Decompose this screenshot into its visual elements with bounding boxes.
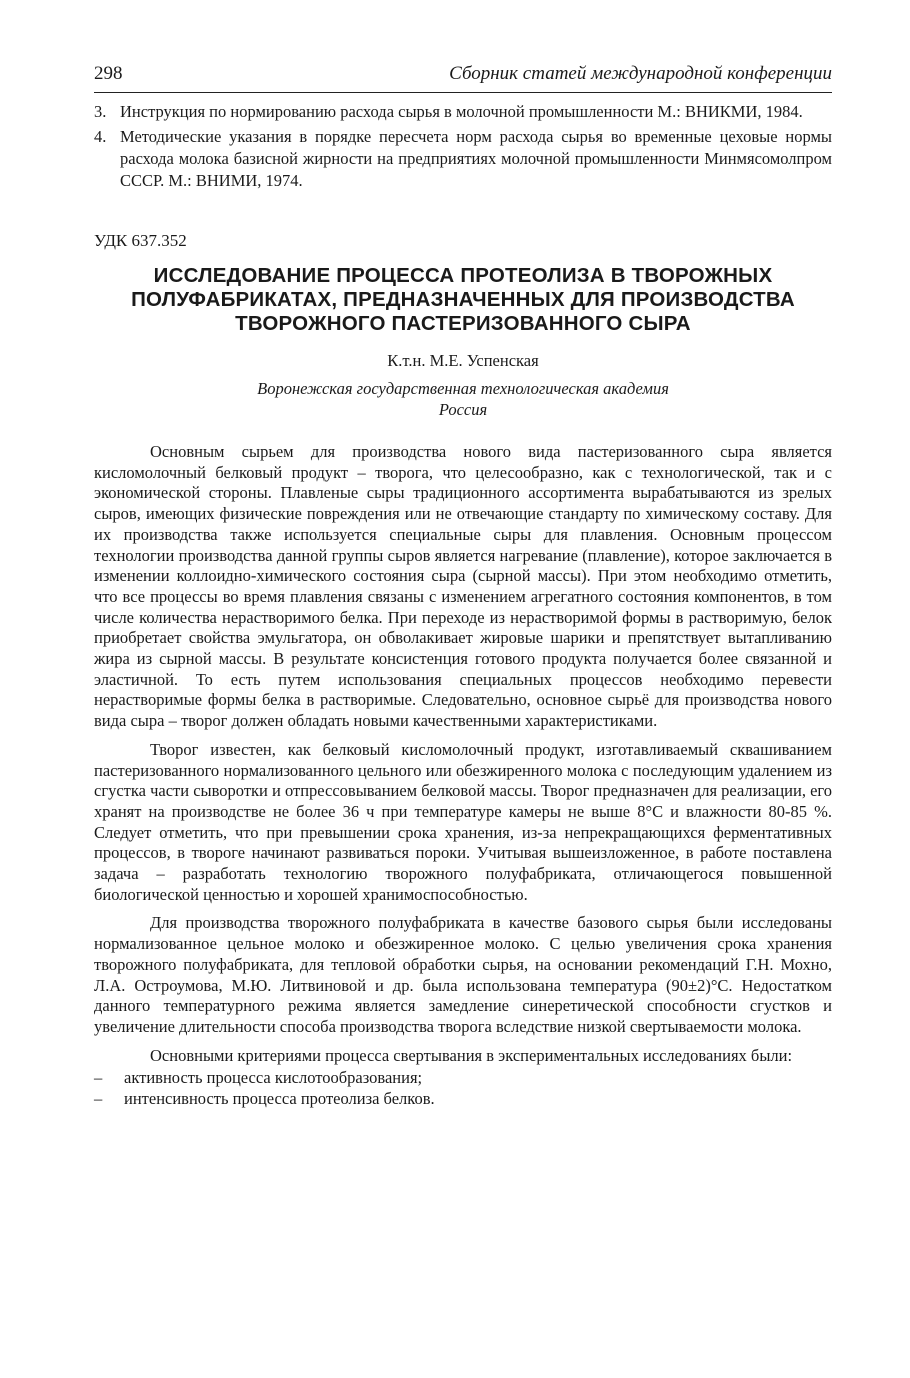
- list-item-text: интенсивность процесса протеолиза белков.: [124, 1089, 435, 1109]
- reference-item: [94, 101, 832, 123]
- reference-item: [94, 126, 832, 192]
- list-item: [94, 1089, 832, 1110]
- affiliation-block: [94, 378, 832, 420]
- reference-number: 4.: [94, 127, 107, 146]
- udk-code: УДК 637.352: [94, 231, 187, 250]
- body-paragraph: Творог известен, как белковый кисломолочный продукт, изготавливаемый сквашиванием пастеризованного нормализованного цельного или обезжиренного молока с последующим удалением из сгустка части сыворотки и отпрессовыванием белковой массы. Творог предназначен для реализации, его хранят на производстве не более 36 ч при температуре камеры не выше 8°С и влажности 80-85 %. Следует отметить, что при превышении срока хранения, из-за непрекращающихся ферментативных процессов, в твороге начинают развиваться пороки. Учитывая вышеизложенное, в работе поставлена задача – разработать технологию творожного полуфабриката, отличающегося повышенной биологической ценностью и хорошей хранимоспособностью.: [94, 739, 832, 904]
- affiliation: Воронежская государственная технологическая академия: [257, 379, 669, 398]
- body-paragraph: Для производства творожного полуфабриката в качестве базового сырья были исследованы нормализованное цельное молоко и обезжиренное молоко. С целью увеличения срока хранения творожного полуфабриката, для тепловой обработки сырья, на основании рекомендаций Г.Н. Мохно, Л.А. Остроумова, М.Ю. Литвиновой и др. была использована температура (90±2)°С. Недостатком данного температурного режима является замедление синеретической способности сгустков и увеличение длительности способа производства творога вследствие низкой свертываемости молока.: [94, 913, 832, 1036]
- page-number: 298: [94, 63, 123, 84]
- criteria-list: [94, 1068, 832, 1109]
- reference-number: 3.: [94, 102, 107, 121]
- reference-text: Инструкция по нормированию расхода сырья в молочной промышленности М.: ВНИКМИ, 1984.: [120, 102, 803, 121]
- dash-bullet: –: [94, 1068, 103, 1088]
- reference-list: [94, 101, 832, 192]
- list-item: [94, 1068, 832, 1089]
- article-title: ИССЛЕДОВАНИЕ ПРОЦЕССА ПРОТЕОЛИЗА В ТВОРОЖНЫХ ПОЛУФАБРИКАТАХ, ПРЕДНАЗНАЧЕННЫХ ДЛЯ ПРОИЗВОДСТВА ТВОРОЖНОГО ПАСТЕРИЗОВАННОГО СЫРА: [131, 264, 795, 335]
- country: Россия: [438, 400, 488, 419]
- running-title: Сборник статей международной конференции: [449, 63, 832, 84]
- list-item-text: активность процесса кислотообразования;: [124, 1068, 423, 1088]
- running-header: [94, 62, 832, 86]
- header-rule: [94, 92, 832, 93]
- page: [94, 62, 832, 1110]
- reference-text: Методические указания в порядке пересчета норм расхода сырья во временные цеховые нормы расхода молока базисной жирности на предприятиях молочной промышленности Минмясомолпром СССР. М.: ВНИМИ, 1974.: [120, 127, 832, 190]
- dash-bullet: –: [94, 1089, 103, 1109]
- article-body: [94, 442, 832, 1066]
- body-paragraph: Основным сырьем для производства нового вида пастеризованного сыра является кисломолочный белковый продукт – творога, что целесообразно, как с технологической, так и с экономической стороны. Плавленые сыры традиционного ассортимента вырабатываются из зрелых сыров, имеющих физические повреждения или не отвечающие стандарту по химическому составу. Для их производства также используется специальные сыры для плавления. Основным процессом технологии производства данной группы сыров является нагревание (плавление), которое заключается в изменении коллоидно-химического состояния сыра (сырной массы). При этом необходимо отметить, что все процессы во время плавления связаны с изменением агрегатного состояния компонентов, в том числе количества нерастворимого белка. При переходе из нерастворимой формы в растворимую, белок приобретает свойства эмульгатора, он обволакивает жировые шарики и препятствует вытапливанию жира из сырной массы. В результате консистенция готового продукта получается более связанной и эластичной. То есть путем использования специальных процессов необходимо перевести нерастворимые формы белка в растворимые. Следовательно, основное сырьё для производства нового вида сыра – творог должен обладать новыми качественными характеристиками.: [94, 442, 832, 731]
- body-paragraph: Основными критериями процесса свертывания в экспериментальных исследованиях были:: [150, 1045, 793, 1065]
- author: К.т.н. М.Е. Успенская: [387, 351, 539, 370]
